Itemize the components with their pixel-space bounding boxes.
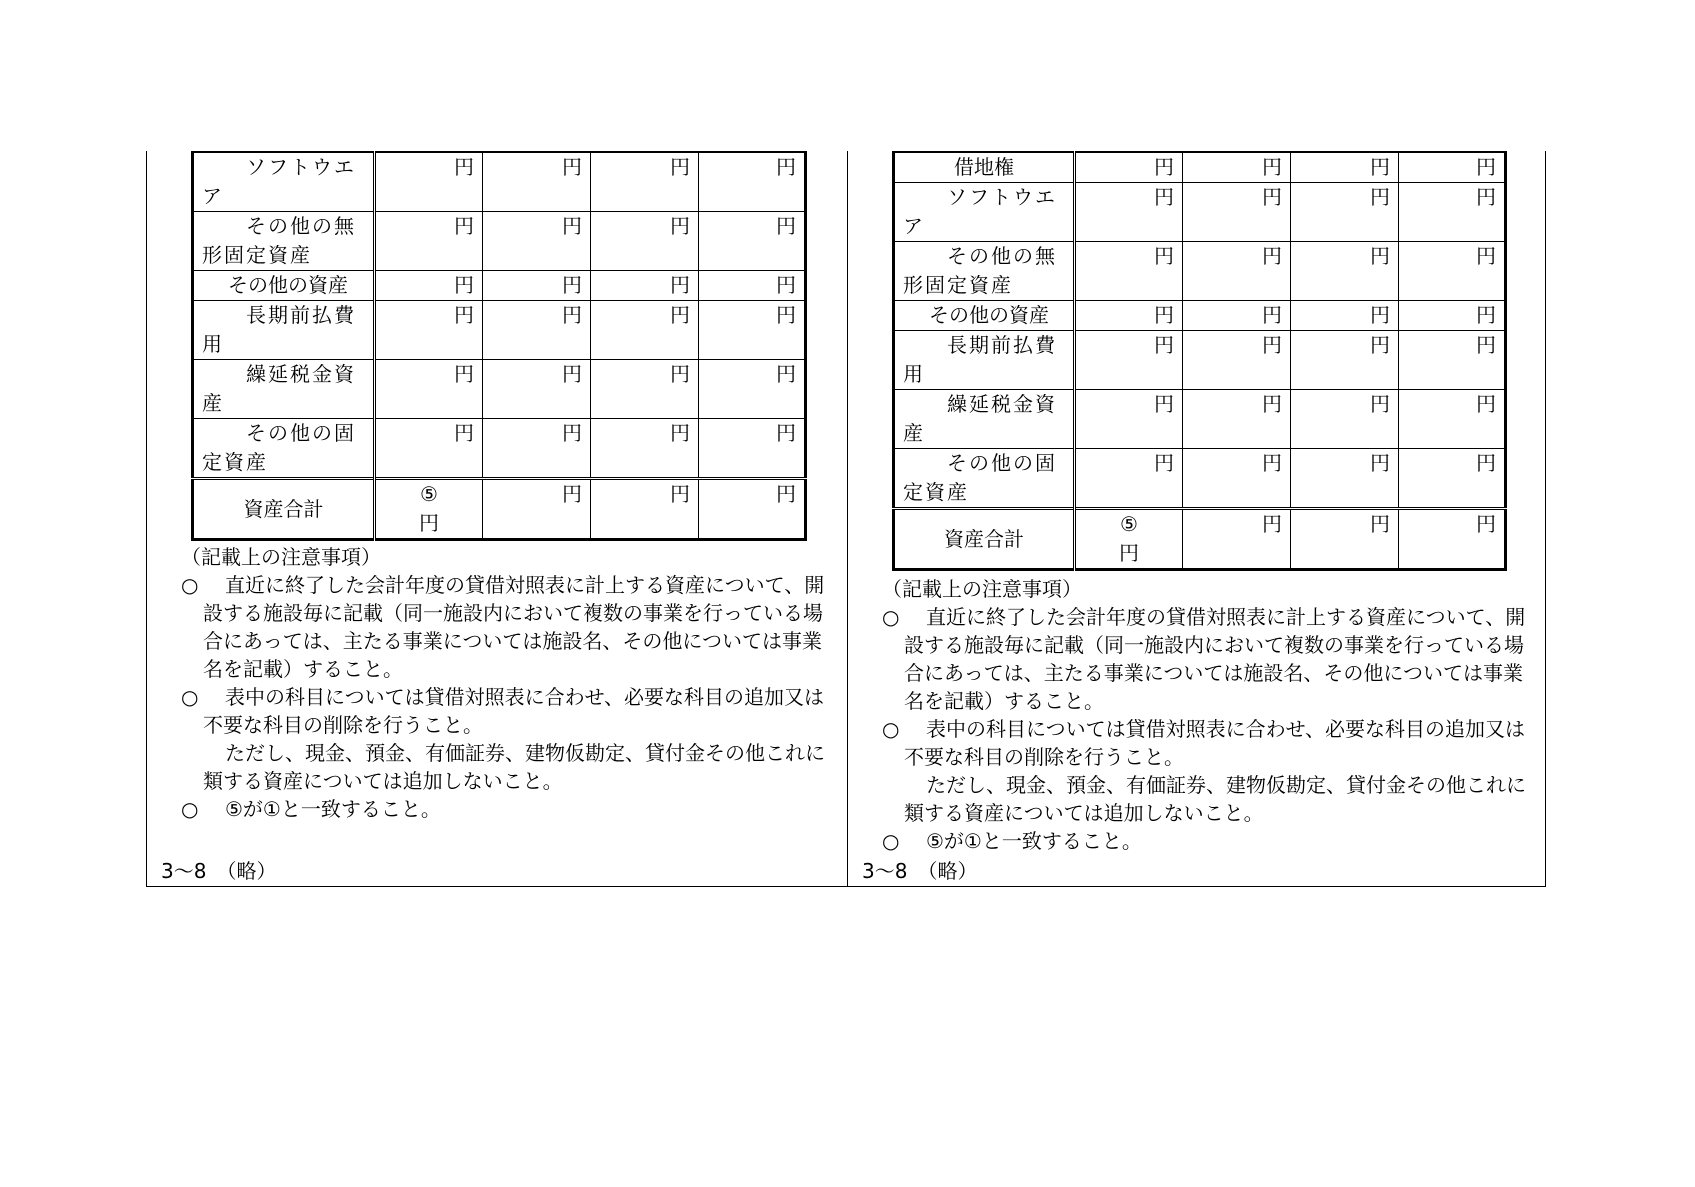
right-column	[848, 151, 1547, 886]
row-label: 繰延税金資産	[193, 360, 375, 419]
amount-cell: 円	[1075, 449, 1183, 509]
note-item	[181, 795, 831, 823]
note-item	[882, 715, 1532, 771]
amount-cell: 円	[1183, 183, 1291, 242]
amount-cell: 円	[375, 152, 483, 212]
note-item	[181, 571, 831, 683]
amount-cell: 円	[591, 479, 699, 540]
row-label: その他の資産	[894, 301, 1075, 331]
amount-cell: 円	[1075, 152, 1183, 183]
amount-cell: 円	[1183, 301, 1291, 331]
amount-cell: 円	[699, 152, 806, 212]
total-first-cell	[1075, 509, 1183, 570]
row-label: その他の固定資産	[193, 419, 375, 479]
note-text: 直近に終了した会計年度の貸借対照表に計上する資産について、開設する施設毎に記載（同一施設内において複数の事業を行っている場合にあっては、主たる事業については施設名、その他については事業名を記載）すること。	[203, 573, 825, 681]
table-row	[894, 301, 1506, 331]
amount-cell: 円	[699, 419, 806, 479]
total-row	[894, 509, 1506, 570]
table-row	[894, 390, 1506, 449]
amount-cell: 円	[1075, 390, 1183, 449]
row-label: その他の無形固定資産	[894, 242, 1075, 301]
bullet-icon: ○	[181, 685, 199, 709]
notes-section	[181, 543, 831, 823]
bullet-icon: ○	[181, 797, 199, 821]
table-row	[193, 360, 806, 419]
notes-heading: （記載上の注意事項）	[882, 577, 1082, 601]
row-label: 長期前払費用	[193, 301, 375, 360]
amount-cell: 円	[1399, 449, 1506, 509]
amount-cell: 円	[1183, 449, 1291, 509]
amount-cell: 円	[591, 360, 699, 419]
notes-section	[882, 575, 1532, 855]
table-row	[894, 183, 1506, 242]
amount-cell: 円	[699, 212, 806, 271]
amount-cell: 円	[591, 301, 699, 360]
total-row	[193, 479, 806, 540]
amount-cell: 円	[483, 212, 591, 271]
amount-cell: 円	[483, 301, 591, 360]
amount-cell: 円	[1075, 331, 1183, 390]
note-text: 直近に終了した会計年度の貸借対照表に計上する資産について、開設する施設毎に記載（同一施設内において複数の事業を行っている場合にあっては、主たる事業については施設名、その他については事業名を記載）すること。	[904, 605, 1526, 713]
amount-cell: 円	[1291, 331, 1399, 390]
note-subtext: ただし、現金、預金、有価証券、建物仮勘定、貸付金その他これに類する資産については追加しないこと。	[904, 773, 1526, 825]
bullet-icon: ○	[882, 605, 900, 629]
table-row	[894, 152, 1506, 183]
table-row	[894, 449, 1506, 509]
amount-cell: 円	[1291, 183, 1399, 242]
table-row	[193, 271, 806, 301]
table-row	[894, 242, 1506, 301]
amount-cell: 円	[1399, 331, 1506, 390]
circled-5-marker: ⑤	[1120, 512, 1138, 536]
note-text: 表中の科目については貸借対照表に合わせ、必要な科目の追加又は不要な科目の削除を行うこと。	[203, 685, 824, 737]
amount-unit: 円	[1119, 541, 1139, 565]
amount-cell: 円	[1399, 509, 1506, 570]
bullet-icon: ○	[882, 829, 900, 853]
amount-cell: 円	[699, 271, 806, 301]
note-text: ⑤が①と一致すること。	[225, 797, 441, 821]
amount-cell: 円	[1399, 152, 1506, 183]
amount-cell: 円	[483, 271, 591, 301]
amount-cell: 円	[483, 360, 591, 419]
table-row	[193, 152, 806, 212]
amount-cell: 円	[375, 271, 483, 301]
row-label: その他の無形固定資産	[193, 212, 375, 271]
section-footer: 3～8 （略）	[161, 859, 277, 883]
total-label: 資産合計	[193, 479, 375, 540]
notes-heading: （記載上の注意事項）	[181, 545, 381, 569]
amount-cell: 円	[1075, 183, 1183, 242]
row-label: 長期前払費用	[894, 331, 1075, 390]
table-row	[894, 331, 1506, 390]
amount-cell: 円	[591, 419, 699, 479]
amount-cell: 円	[483, 419, 591, 479]
amount-cell: 円	[375, 301, 483, 360]
amount-cell: 円	[1183, 509, 1291, 570]
amount-cell: 円	[1291, 449, 1399, 509]
amount-cell: 円	[699, 360, 806, 419]
amount-unit: 円	[419, 511, 439, 535]
circled-5-marker: ⑤	[420, 482, 438, 506]
amount-cell: 円	[1291, 509, 1399, 570]
total-label: 資産合計	[894, 509, 1075, 570]
amount-cell: 円	[1399, 242, 1506, 301]
note-item	[882, 827, 1532, 855]
row-label: その他の資産	[193, 271, 375, 301]
amount-cell: 円	[1291, 301, 1399, 331]
amount-cell: 円	[375, 419, 483, 479]
amount-cell: 円	[1183, 152, 1291, 183]
amount-cell: 円	[591, 271, 699, 301]
comparison-frame	[146, 151, 1546, 887]
row-label: ソフトウエア	[193, 152, 375, 212]
amount-cell: 円	[1183, 242, 1291, 301]
row-label: その他の固定資産	[894, 449, 1075, 509]
section-footer: 3～8 （略）	[862, 859, 978, 883]
bullet-icon: ○	[882, 717, 900, 741]
amount-cell: 円	[1075, 301, 1183, 331]
bullet-icon: ○	[181, 573, 199, 597]
amount-cell: 円	[1291, 152, 1399, 183]
note-text: ⑤が①と一致すること。	[926, 829, 1142, 853]
amount-cell: 円	[699, 301, 806, 360]
amount-cell: 円	[1183, 331, 1291, 390]
asset-table-left	[191, 151, 807, 541]
amount-cell: 円	[483, 479, 591, 540]
left-column	[147, 151, 846, 886]
amount-cell: 円	[591, 152, 699, 212]
table-row	[193, 419, 806, 479]
amount-cell: 円	[1183, 390, 1291, 449]
amount-cell: 円	[1399, 301, 1506, 331]
row-label: 繰延税金資産	[894, 390, 1075, 449]
note-item	[181, 683, 831, 739]
amount-cell: 円	[483, 152, 591, 212]
amount-cell: 円	[375, 212, 483, 271]
amount-cell: 円	[1291, 242, 1399, 301]
row-label: 借地権	[894, 152, 1075, 183]
amount-cell: 円	[1075, 242, 1183, 301]
table-row	[193, 212, 806, 271]
amount-cell: 円	[1399, 183, 1506, 242]
row-label: ソフトウエア	[894, 183, 1075, 242]
amount-cell: 円	[699, 479, 806, 540]
amount-cell: 円	[1291, 390, 1399, 449]
amount-cell: 円	[1399, 390, 1506, 449]
amount-cell: 円	[591, 212, 699, 271]
amount-cell: 円	[375, 360, 483, 419]
asset-table-right	[892, 151, 1507, 571]
note-text: 表中の科目については貸借対照表に合わせ、必要な科目の追加又は不要な科目の削除を行うこと。	[904, 717, 1525, 769]
note-item	[882, 603, 1532, 715]
note-subtext: ただし、現金、預金、有価証券、建物仮勘定、貸付金その他これに類する資産については追加しないこと。	[203, 741, 825, 793]
table-row	[193, 301, 806, 360]
total-first-cell	[375, 479, 483, 540]
